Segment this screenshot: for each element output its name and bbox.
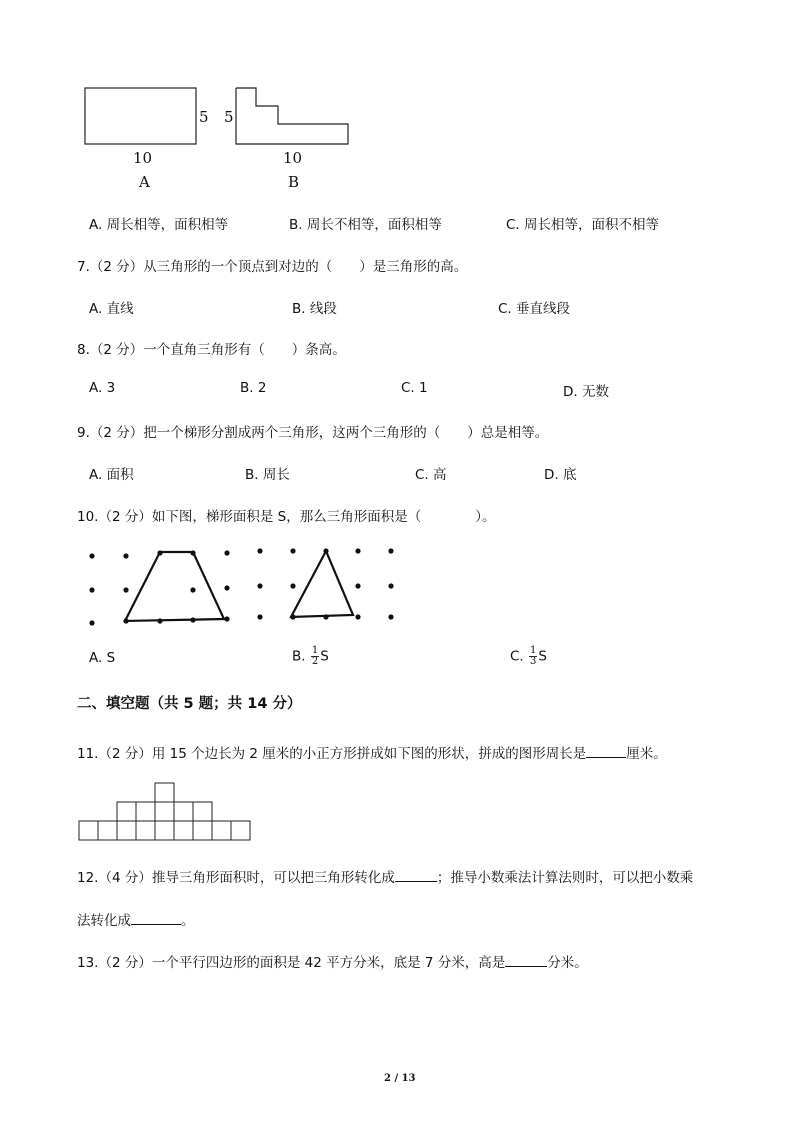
figure-a-name: A: [139, 173, 150, 191]
q8-option-c[interactable]: C. 1: [401, 380, 428, 396]
q10-option-c[interactable]: [510, 646, 547, 667]
q12-line1: 12.（4 分）推导三角形面积时，可以把三角形转化成 ；推导小数乘法计算法则时，可以把小数乘: [77, 870, 694, 886]
one-third-fraction: $\frac{1}{3}$: [530, 645, 537, 667]
q12-line2: 法转化成 。: [77, 913, 195, 929]
q9-option-b[interactable]: B. 周长: [245, 467, 290, 483]
shape-b-height: 5: [224, 108, 234, 126]
q12-answer-blank-2[interactable]: [131, 912, 181, 925]
rectangle-a-height: 5: [199, 108, 209, 126]
q11-answer-blank[interactable]: [586, 745, 626, 758]
q7-option-b[interactable]: B. 线段: [292, 301, 337, 317]
q9-option-a[interactable]: A. 面积: [89, 467, 134, 483]
page-number: 2 / 13: [384, 1073, 416, 1084]
q10-option-c-prefix: C.: [510, 648, 529, 665]
q10-option-c-suffix: S: [538, 648, 547, 665]
q6-option-b[interactable]: B. 周长不相等，面积相等: [289, 217, 442, 233]
q6-option-a[interactable]: A. 周长相等，面积相等: [89, 217, 229, 233]
q10-option-a[interactable]: A. S: [89, 650, 116, 666]
q7-option-c[interactable]: C. 垂直线段: [498, 301, 571, 317]
q6-option-c[interactable]: C. 周长相等，面积不相等: [506, 217, 660, 233]
q10-stem: 10.（2 分）如下图，梯形面积是 S，那么三角形面积是（ ）。: [77, 509, 496, 525]
one-half-fraction: $\frac{1}{2}$: [311, 645, 319, 667]
rectangle-a-width: 10: [133, 149, 153, 167]
triangle-shape: [291, 551, 353, 617]
q8-stem: 8.（2 分）一个直角三角形有（ ）条高。: [77, 342, 346, 358]
q7-option-a[interactable]: A. 直线: [89, 301, 134, 317]
q8-option-b[interactable]: B. 2: [240, 380, 267, 396]
q8-option-d[interactable]: D. 无数: [563, 384, 609, 400]
q11-stem: 11.（2 分）用 15 个边长为 2 厘米的小正方形拼成如下图的形状，拼成的图形周长是 厘米。: [77, 746, 667, 762]
q9-option-c[interactable]: C. 高: [415, 467, 447, 483]
q7-stem: 7.（2 分）从三角形的一个顶点到对边的（ ）是三角形的高。: [77, 259, 468, 275]
q10-option-b-suffix: S: [320, 648, 329, 665]
q9-stem: 9.（2 分）把一个梯形分割成两个三角形，这两个三角形的（ ）总是相等。: [77, 425, 549, 441]
q9-option-d[interactable]: D. 底: [544, 467, 577, 483]
q8-option-a[interactable]: A. 3: [89, 380, 116, 396]
shape-b-width: 10: [283, 149, 303, 167]
q11-square-figure: [0, 0, 303, 860]
figure-b-name: B: [288, 173, 300, 191]
q13-answer-blank[interactable]: [505, 954, 547, 967]
q13-stem: 13.（2 分）一个平行四边形的面积是 42 平方分米，底是 7 分米，高是 分米。: [77, 955, 588, 971]
section-title: 二、填空题（共 5 题；共 14 分）: [77, 696, 302, 712]
q10-option-b-prefix: B.: [292, 648, 310, 665]
q12-answer-blank-1[interactable]: [395, 869, 437, 882]
